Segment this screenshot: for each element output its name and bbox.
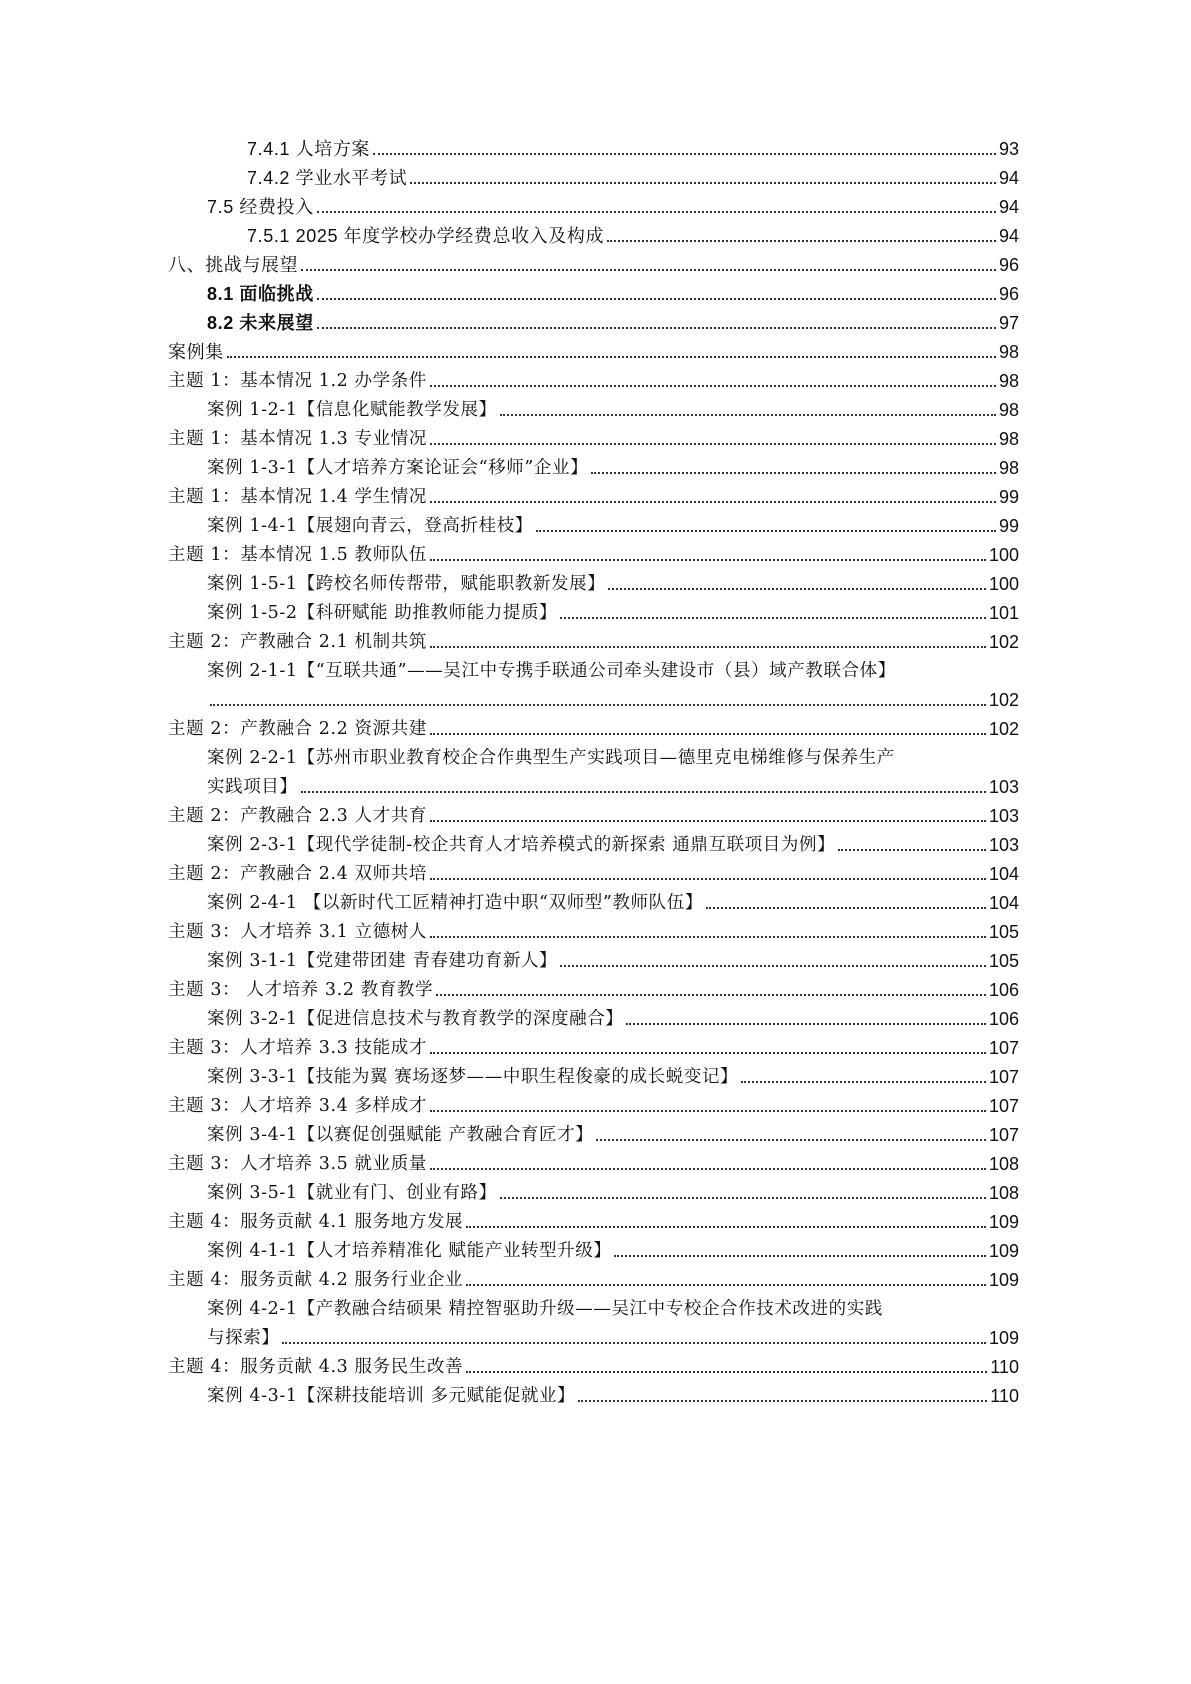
toc-entry-page: 94 xyxy=(998,197,1019,217)
toc-entry-case-4-2-1[interactable] xyxy=(207,1325,1019,1351)
toc-entry-page: 96 xyxy=(998,255,1019,275)
toc-entry-case-2-2-1[interactable] xyxy=(207,774,1019,800)
dot-leader xyxy=(741,1081,986,1083)
dot-leader xyxy=(596,1139,986,1141)
dot-leader xyxy=(430,501,996,503)
toc-entry-title: 案例 1-4-1【展翅向青云，登高折桂枝】 xyxy=(207,516,533,536)
toc-entry-title: 案例 2-3-1【现代学徒制-校企共育人才培养模式的新探索 通鼎互联项目为例】 xyxy=(207,835,836,855)
toc-entry-page: 98 xyxy=(998,429,1019,449)
toc-entry-title: 案例 3-3-1【技能为翼 赛场逐梦——中职生程俊豪的成长蜕变记】 xyxy=(207,1067,739,1087)
toc-entry-7-4-1[interactable] xyxy=(247,136,1019,162)
dot-leader xyxy=(578,1400,987,1402)
toc-entry-page: 104 xyxy=(988,864,1019,884)
dot-leader xyxy=(466,1226,986,1228)
toc-entry-title: 主题 1：基本情况 1.4 学生情况 xyxy=(168,487,427,507)
toc-entry-page: 107 xyxy=(988,1067,1019,1087)
toc-entry-case-2-4-1[interactable] xyxy=(207,890,1019,916)
toc-entry-title: 案例 4-3-1【深耕技能培训 多元赋能促就业】 xyxy=(207,1386,576,1406)
toc-entry-title: 7.4.2 学业水平考试 xyxy=(247,168,408,188)
toc-entry-title: 主题 3：人才培养 3.3 技能成才 xyxy=(168,1038,427,1058)
dot-leader xyxy=(210,704,986,706)
toc-entry-case-1-4-1[interactable] xyxy=(207,513,1019,539)
toc-entry-page: 100 xyxy=(988,574,1019,594)
toc-entry-case-3-4-1[interactable] xyxy=(207,1122,1019,1148)
toc-entry-theme-3-2[interactable] xyxy=(168,977,1019,1003)
toc-entry-title: 7.4.1 人培方案 xyxy=(247,139,371,159)
toc-entry-title: 案例 2-4-1 【以新时代工匠精神打造中职“双师型”教师队伍】 xyxy=(207,893,703,913)
toc-entry-page: 102 xyxy=(988,690,1019,710)
toc-entry-case-4-3-1[interactable] xyxy=(207,1383,1019,1409)
dot-leader xyxy=(430,385,996,387)
toc-entry-8-2[interactable] xyxy=(207,310,1019,336)
toc-entry-page: 99 xyxy=(998,516,1019,536)
toc-entry-title: 八、挑战与展望 xyxy=(168,255,299,275)
toc-entry-case-collection[interactable] xyxy=(168,339,1019,365)
toc-entry-title: 主题 2：产教融合 2.1 机制共筑 xyxy=(168,632,427,652)
toc-entry-page: 107 xyxy=(988,1096,1019,1116)
toc-entry-page: 98 xyxy=(998,342,1019,362)
toc-entry-theme-3-3[interactable] xyxy=(168,1035,1019,1061)
dot-leader xyxy=(560,617,986,619)
toc-entry-title: 案例 3-1-1【党建带团建 青春建功育新人】 xyxy=(207,951,558,971)
dot-leader xyxy=(317,298,996,300)
dot-leader xyxy=(301,269,996,271)
toc-entry-title: 7.5 经费投入 xyxy=(207,197,314,217)
dot-leader xyxy=(430,936,986,938)
toc-entry-8-1[interactable] xyxy=(207,281,1019,307)
toc-entry-theme-3-4[interactable] xyxy=(168,1093,1019,1119)
toc-entry-case-3-3-1[interactable] xyxy=(207,1064,1019,1090)
toc-entry-title: 案例 1-5-2【科研赋能 助推教师能力提质】 xyxy=(207,603,558,623)
dot-leader xyxy=(317,211,996,213)
toc-entry-case-1-5-1[interactable] xyxy=(207,571,1019,597)
dot-leader xyxy=(608,588,986,590)
toc-entry-theme-4-2[interactable] xyxy=(168,1267,1019,1293)
toc-entry-theme-2-2[interactable] xyxy=(168,716,1019,742)
toc-entry-theme-4-1[interactable] xyxy=(168,1209,1019,1235)
toc-entry-case-4-1-1[interactable] xyxy=(207,1238,1019,1264)
toc-entry-theme-1-5[interactable] xyxy=(168,542,1019,568)
toc-entry-title: 案例 4-1-1【人才培养精准化 赋能产业转型升级】 xyxy=(207,1241,612,1261)
toc-entry-title: 主题 2：产教融合 2.3 人才共育 xyxy=(168,806,427,826)
toc-entry-page: 102 xyxy=(988,719,1019,739)
toc-entry-title: 7.5.1 2025 年度学校办学经费总收入及构成 xyxy=(247,226,605,246)
toc-entry-page: 103 xyxy=(988,806,1019,826)
toc-entry-theme-1-2[interactable] xyxy=(168,368,1019,394)
toc-entry-title: 主题 3：人才培养 3.4 多样成才 xyxy=(168,1096,427,1116)
toc-entry-theme-2-4[interactable] xyxy=(168,861,1019,887)
dot-leader xyxy=(227,356,996,358)
toc-entry-theme-2-1[interactable] xyxy=(168,629,1019,655)
dot-leader xyxy=(614,1255,986,1257)
toc-entry-page: 97 xyxy=(998,313,1019,333)
toc-entry-title: 主题 3： 人才培养 3.2 教育教学 xyxy=(168,980,434,1000)
toc-entry-title: 案例集 xyxy=(168,342,224,362)
dot-leader xyxy=(301,791,986,793)
dot-leader xyxy=(430,878,986,880)
dot-leader xyxy=(436,994,986,996)
dot-leader xyxy=(500,1197,986,1199)
toc-entry-title: 案例 3-2-1【促进信息技术与教育教学的深度融合】 xyxy=(207,1009,624,1029)
toc-entry-title: 主题 2：产教融合 2.4 双师共培 xyxy=(168,864,427,884)
toc-entry-theme-1-3[interactable] xyxy=(168,426,1019,452)
dot-leader xyxy=(706,907,986,909)
toc-entry-page: 109 xyxy=(988,1328,1019,1348)
toc-entry-case-2-3-1[interactable] xyxy=(207,832,1019,858)
toc-entry-chapter-8[interactable] xyxy=(168,252,1019,278)
toc-entry-title: 案例 3-4-1【以赛促创强赋能 产教融合育匠才】 xyxy=(207,1125,594,1145)
toc-entry-case-3-1-1[interactable] xyxy=(207,948,1019,974)
toc-entry-case-3-2-1[interactable] xyxy=(207,1006,1019,1032)
toc-entry-page: 101 xyxy=(988,603,1019,623)
toc-entry-title: 案例 1-2-1【信息化赋能教学发展】 xyxy=(207,400,497,420)
toc-entry-page: 108 xyxy=(988,1183,1019,1203)
toc-entry-7-4-2[interactable] xyxy=(247,165,1019,191)
toc-entry-page: 93 xyxy=(998,139,1019,159)
toc-entry-case-3-5-1[interactable] xyxy=(207,1180,1019,1206)
toc-entry-page: 109 xyxy=(988,1241,1019,1261)
dot-leader xyxy=(430,1110,986,1112)
toc-entry-title: 实践项目】 xyxy=(207,777,298,797)
toc-entry-title: 案例 1-5-1【跨校名师传帮带，赋能职教新发展】 xyxy=(207,574,606,594)
dot-leader xyxy=(373,153,996,155)
toc-entry-page: 103 xyxy=(988,835,1019,855)
dot-leader xyxy=(317,327,996,329)
toc-entry-page: 98 xyxy=(998,400,1019,420)
dot-leader xyxy=(466,1284,986,1286)
toc-entry-theme-2-3[interactable] xyxy=(168,803,1019,829)
toc-entry-page: 96 xyxy=(998,284,1019,304)
toc-entry-page: 98 xyxy=(998,458,1019,478)
toc-entry-title: 主题 1：基本情况 1.2 办学条件 xyxy=(168,371,427,391)
toc-entry-case-1-2-1[interactable] xyxy=(207,397,1019,423)
toc-entry-title: 主题 3：人才培养 3.5 就业质量 xyxy=(168,1154,427,1174)
toc-entry-title: 主题 1：基本情况 1.5 教师队伍 xyxy=(168,545,427,565)
dot-leader xyxy=(282,1342,986,1344)
toc-entry-page: 109 xyxy=(988,1212,1019,1232)
dot-leader xyxy=(430,1168,986,1170)
toc-entry-7-5-1[interactable] xyxy=(247,223,1019,249)
toc-entry-title: 主题 4：服务贡献 4.1 服务地方发展 xyxy=(168,1212,464,1232)
toc-entry-title: 8.1 面临挑战 xyxy=(207,284,314,304)
toc-entry-theme-3-1[interactable] xyxy=(168,919,1019,945)
dot-leader xyxy=(430,443,996,445)
toc-entry-page: 109 xyxy=(988,1270,1019,1290)
toc-entry-page: 110 xyxy=(990,1357,1019,1377)
toc-entry-title: 案例 3-5-1【就业有门、创业有路】 xyxy=(207,1183,497,1203)
toc-entry-page: 104 xyxy=(988,893,1019,913)
dot-leader xyxy=(500,414,996,416)
toc-entry-page: 107 xyxy=(988,1038,1019,1058)
toc-entry-page: 107 xyxy=(988,1125,1019,1145)
toc-entry-case-1-5-2[interactable] xyxy=(207,600,1019,626)
toc-entry-page: 102 xyxy=(988,632,1019,652)
toc-entry-page: 94 xyxy=(998,168,1019,188)
dot-leader xyxy=(430,733,986,735)
toc-entry-case-2-1-1-line1[interactable]: 案例 2-1-1【“互联共通”——吴江中专携手联通公司牵头建设市（县）域产教联合体】 xyxy=(207,661,896,681)
dot-leader xyxy=(430,1052,986,1054)
toc-entry-case-2-1-1[interactable] xyxy=(207,687,1019,713)
toc-entry-page: 94 xyxy=(998,226,1019,246)
toc-entry-title: 主题 2：产教融合 2.2 资源共建 xyxy=(168,719,427,739)
toc-entry-page: 100 xyxy=(988,545,1019,565)
toc-entry-page: 106 xyxy=(988,980,1019,1000)
toc-entry-case-2-2-1-line1[interactable]: 案例 2-2-1【苏州市职业教育校企合作典型生产实践项目—德里克电梯维修与保养生产 xyxy=(207,748,895,768)
dot-leader xyxy=(536,530,996,532)
dot-leader xyxy=(410,182,996,184)
toc-entry-title: 案例 1-3-1【人才培养方案论证会“移师”企业】 xyxy=(207,458,589,478)
dot-leader xyxy=(430,820,986,822)
toc-entry-title: 8.2 未来展望 xyxy=(207,313,314,333)
toc-entry-page: 105 xyxy=(988,951,1019,971)
dot-leader xyxy=(560,965,986,967)
toc-entry-theme-3-5[interactable] xyxy=(168,1151,1019,1177)
toc-entry-title: 主题 3：人才培养 3.1 立德树人 xyxy=(168,922,427,942)
toc-entry-title: 主题 1：基本情况 1.3 专业情况 xyxy=(168,429,427,449)
toc-entry-title: 主题 4：服务贡献 4.3 服务民生改善 xyxy=(168,1357,464,1377)
dot-leader xyxy=(838,849,986,851)
toc-entry-page: 105 xyxy=(988,922,1019,942)
toc-entry-page: 98 xyxy=(998,371,1019,391)
toc-entry-title: 主题 4：服务贡献 4.2 服务行业企业 xyxy=(168,1270,464,1290)
toc-entry-page: 103 xyxy=(988,777,1019,797)
dot-leader xyxy=(430,559,986,561)
toc-entry-theme-4-3[interactable] xyxy=(168,1354,1019,1380)
dot-leader xyxy=(466,1371,987,1373)
toc-entry-page: 106 xyxy=(988,1009,1019,1029)
dot-leader xyxy=(626,1023,986,1025)
dot-leader xyxy=(591,472,996,474)
toc-entry-page: 110 xyxy=(990,1386,1019,1406)
dot-leader xyxy=(607,240,996,242)
toc-entry-7-5[interactable] xyxy=(207,194,1019,220)
dot-leader xyxy=(430,646,986,648)
toc-entry-title: 与探索】 xyxy=(207,1328,280,1348)
toc-entry-case-1-3-1[interactable] xyxy=(207,455,1019,481)
toc-entry-page: 99 xyxy=(998,487,1019,507)
toc-entry-case-4-2-1-line1[interactable]: 案例 4-2-1【产教融合结硕果 精控智驱助升级——吴江中专校企合作技术改进的实践 xyxy=(207,1299,883,1319)
toc-entry-page: 108 xyxy=(988,1154,1019,1174)
toc-entry-theme-1-4[interactable] xyxy=(168,484,1019,510)
